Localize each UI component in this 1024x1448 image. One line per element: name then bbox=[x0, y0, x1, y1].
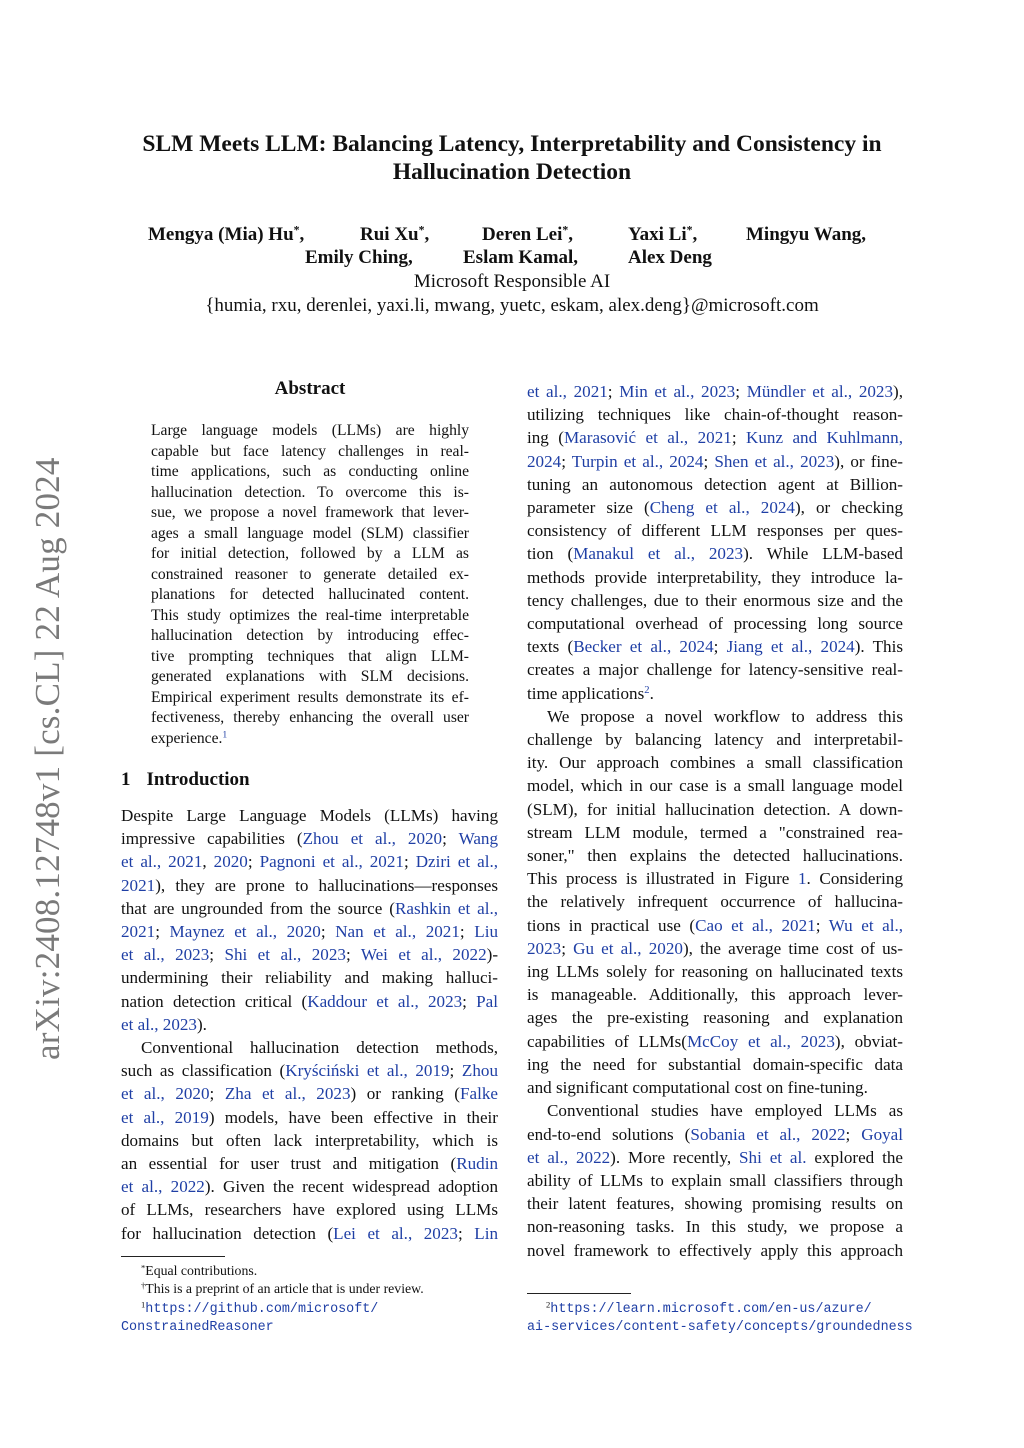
citation-link[interactable]: et al., 2021 bbox=[121, 852, 203, 872]
citation-link[interactable]: et al., 2022 bbox=[527, 1147, 611, 1167]
title-line-1: SLM Meets LLM: Balancing Latency, Interpretability and Consistency in bbox=[142, 131, 882, 157]
text-line: such as classification (Kryściński et al., 2019; Zhou bbox=[121, 1061, 498, 1081]
citation-link[interactable]: Lin bbox=[474, 1223, 498, 1243]
citation-link[interactable]: Manakul et al., 2023 bbox=[573, 544, 744, 564]
citation-link[interactable]: Turpin et al., 2024 bbox=[571, 451, 704, 471]
abstract-line: ages a small language model (SLM) classifier bbox=[151, 524, 469, 542]
text-line: challenge by balancing latency and interpretabil- bbox=[527, 730, 903, 750]
text-line: ity. Our approach combines a small classification bbox=[527, 753, 903, 773]
citation-link[interactable]: 2023 bbox=[527, 938, 562, 958]
footnote-ref[interactable]: 1 bbox=[222, 729, 228, 741]
author-name: Emily Ching, bbox=[305, 247, 413, 268]
abstract-line: This study optimizes the real-time interpretable bbox=[151, 606, 469, 624]
text-line: time applications$^2$. bbox=[527, 683, 654, 703]
author-name: Yaxi Li*, bbox=[628, 223, 698, 245]
text-line: undermining their reliability and making halluci- bbox=[121, 968, 498, 988]
abstract-line: Empirical experiment results demonstrate its ef- bbox=[151, 688, 469, 706]
text-line: ability of LLMs to explain small classifiers through bbox=[527, 1170, 903, 1190]
citation-link[interactable]: Kunz and Kuhlmann, bbox=[746, 428, 903, 448]
citation-link[interactable]: Liu bbox=[474, 922, 498, 942]
citation-link[interactable]: et al., 2023 bbox=[121, 1014, 197, 1034]
text-line: ages the pre-existing reasoning and explanation bbox=[527, 1008, 903, 1028]
author-name: Mingyu Wang, bbox=[746, 224, 867, 245]
citation-link[interactable]: 1 bbox=[798, 869, 807, 889]
footnote-azure-url-cont[interactable]: ai-services/content-safety/concepts/groundedness bbox=[527, 1320, 913, 1335]
text-line: that are ungrounded from the source (Rashkin et al., bbox=[121, 898, 498, 918]
text-line: novel framework to effectively apply this approach bbox=[527, 1240, 903, 1260]
text-line: for hallucination detection (Lei et al., 2023; Lin bbox=[121, 1223, 498, 1243]
citation-link[interactable]: Kaddour et al., 2023 bbox=[307, 991, 463, 1011]
text-line: 2021), they are prone to hallucinations—responses bbox=[121, 875, 498, 895]
text-line: end-to-end solutions (Sobania et al., 2022; Goyal bbox=[527, 1124, 903, 1144]
text-line: tuning an autonomous detection agent at Billion- bbox=[527, 474, 903, 494]
abstract-line: capable but face latency challenges in real- bbox=[151, 442, 469, 460]
citation-link[interactable]: Cao et al., 2021 bbox=[695, 915, 816, 935]
text-line: nation detection critical (Kaddour et al., 2023; Pal bbox=[121, 991, 499, 1011]
citation-link[interactable]: Pal bbox=[476, 991, 499, 1011]
footnote-rule bbox=[121, 1256, 225, 1257]
footnote-github-url[interactable]: $^1$https://github.com/microsoft/ bbox=[141, 1299, 379, 1317]
citation-link[interactable]: Pagnoni et al., 2021 bbox=[259, 852, 404, 872]
text-line: is manageable. Additionally, this approach lever- bbox=[527, 985, 903, 1005]
text-line: Despite Large Language Models (LLMs) having bbox=[121, 806, 498, 825]
text-line: Conventional studies have employed LLMs as bbox=[547, 1101, 903, 1121]
citation-link[interactable]: Becker et al., 2024 bbox=[573, 637, 714, 657]
abstract-line: Large language models (LLMs) are highly bbox=[151, 422, 469, 439]
title-line-2: Hallucination Detection bbox=[392, 159, 632, 185]
citation-link[interactable]: Gu et al., 2020 bbox=[573, 938, 683, 958]
citation-link[interactable]: 2021 bbox=[121, 875, 156, 895]
text-line: capabilities of LLMs(McCoy et al., 2023), obviat- bbox=[527, 1031, 903, 1051]
citation-link[interactable]: Kryściński et al., 2019 bbox=[285, 1061, 450, 1081]
abstract-line: sue, we propose a novel framework that lever- bbox=[151, 504, 469, 521]
footnote-preprint: †This is a preprint of an article that is under review. bbox=[141, 1280, 424, 1296]
abstract-line: fectiveness, thereby enhancing the overall user bbox=[151, 709, 469, 726]
text-line: (SLM), for initial hallucination detection. A down- bbox=[527, 799, 903, 819]
text-line: of LLMs, researchers have explored using LLMs bbox=[121, 1200, 498, 1220]
abstract-body bbox=[151, 421, 469, 749]
abstract-line: hallucination detection by introducing effec- bbox=[151, 627, 469, 644]
citation-link[interactable]: Wu et al., bbox=[828, 915, 904, 935]
section-heading-introduction: 1 Introduction bbox=[121, 769, 250, 790]
text-line: consistency of different LLM responses per ques- bbox=[527, 521, 903, 541]
text-line: domains but often lack interpretability, which is bbox=[121, 1130, 498, 1150]
text-line: 2021; Maynez et al., 2020; Nan et al., 2021; Liu bbox=[121, 922, 498, 942]
citation-link[interactable]: Wei et al., 2022 bbox=[360, 945, 487, 965]
author-name: Rui Xu*, bbox=[360, 223, 430, 245]
abstract-line: tive prompting techniques that align LLM- bbox=[151, 647, 469, 665]
citation-link[interactable]: Shi et al. bbox=[739, 1147, 807, 1167]
footnote-ref[interactable]: 2 bbox=[644, 684, 650, 696]
citation-link[interactable]: Cheng et al., 2024 bbox=[649, 498, 795, 518]
abstract-line: for initial detection, followed by a LLM as bbox=[151, 545, 469, 562]
citation-link[interactable]: et al., 2020 bbox=[121, 1084, 210, 1104]
citation-link[interactable]: et al., 2023 bbox=[121, 945, 210, 965]
text-line: methods provide interpretability, they introduce la- bbox=[527, 567, 903, 587]
citation-link[interactable]: Rudin bbox=[456, 1154, 498, 1174]
abstract-line: generated explanations with SLM decisions. bbox=[151, 668, 469, 685]
text-line: et al., 2020; Zha et al., 2023) or ranking (Falke bbox=[121, 1084, 498, 1104]
abstract-heading: Abstract bbox=[274, 378, 346, 399]
text-line: impressive capabilities (Zhou et al., 2020; Wang bbox=[121, 829, 499, 849]
text-line: et al., 2021; Min et al., 2023; Mündler et al., 2023), bbox=[527, 382, 903, 401]
text-line: model, which in our case is a small language model bbox=[527, 776, 903, 796]
footnote-rule bbox=[527, 1293, 631, 1294]
citation-link[interactable]: Dziri et al., bbox=[415, 852, 498, 872]
citation-link[interactable]: et al., 2022 bbox=[121, 1177, 205, 1197]
right-column-text bbox=[527, 380, 903, 1262]
citation-link[interactable]: Falke bbox=[460, 1084, 498, 1104]
text-line: soner," then explains the detected hallucinations. bbox=[527, 846, 903, 866]
abstract-line: planations for detected hallucinated content. bbox=[151, 586, 469, 603]
author-name: Eslam Kamal, bbox=[463, 247, 579, 268]
footnote-azure-url[interactable]: $^2$https://learn.microsoft.com/en-us/azure/ bbox=[546, 1299, 872, 1317]
citation-link[interactable]: et al., 2021 bbox=[527, 382, 608, 401]
citation-link[interactable]: Wang bbox=[458, 829, 499, 849]
text-line: their latent features, showing promising results on bbox=[527, 1194, 903, 1214]
text-line: This process is illustrated in Figure 1. Considering bbox=[527, 869, 903, 889]
affiliation: Microsoft Responsible AI bbox=[413, 271, 611, 292]
text-line: et al., 2022). More recently, Shi et al. explored the bbox=[527, 1147, 903, 1167]
paper-title bbox=[80, 130, 944, 186]
citation-link[interactable]: Shen et al., 2023 bbox=[714, 451, 835, 471]
text-line: et al., 2023). bbox=[121, 1014, 207, 1034]
author-name: Alex Deng bbox=[628, 247, 712, 268]
citation-link[interactable]: Lei et al., 2023 bbox=[333, 1223, 458, 1243]
citation-link[interactable]: 2021 bbox=[121, 922, 156, 942]
text-line: parameter size (Cheng et al., 2024), or checking bbox=[527, 498, 904, 518]
text-line: Conventional hallucination detection methods, bbox=[141, 1038, 498, 1058]
citation-link[interactable]: Nan et al., 2021 bbox=[335, 922, 460, 942]
citation-link[interactable]: et al., 2019 bbox=[121, 1107, 209, 1127]
text-line: 2024; Turpin et al., 2024; Shen et al., 2023), or fine- bbox=[527, 451, 903, 471]
citation-link[interactable]: Shi et al., 2023 bbox=[224, 945, 346, 965]
text-line: ing (Marasović et al., 2021; Kunz and Kuhlmann, bbox=[527, 428, 903, 448]
text-line: ing the need for substantial domain-specific data bbox=[527, 1054, 903, 1074]
citation-link[interactable]: Jiang et al., 2024 bbox=[726, 637, 855, 657]
text-line: non-reasoning tasks. In this study, we propose a bbox=[527, 1217, 903, 1237]
text-line: texts (Becker et al., 2024; Jiang et al., 2024). This bbox=[527, 637, 903, 657]
text-line: tency challenges, due to their enormous size and the bbox=[527, 590, 903, 610]
author-emails: {humia, rxu, derenlei, yaxi.li, mwang, yuetc, eskam, alex.deng}@microsoft.com bbox=[205, 295, 819, 316]
citation-link[interactable]: Marasović et al., 2021 bbox=[563, 428, 732, 448]
arxiv-identifier: arXiv:2408.12748v1 [cs.CL] 22 Aug 2024 bbox=[28, 457, 67, 1060]
author-name: Mengya (Mia) Hu*, bbox=[148, 223, 305, 245]
citation-link[interactable]: Rashkin et al., bbox=[394, 898, 498, 918]
text-line: 2023; Gu et al., 2020), the average time cost of us- bbox=[527, 938, 903, 958]
text-line: ing LLMs solely for reasoning on hallucinated texts bbox=[527, 962, 903, 982]
text-line: stream LLM module, termed a "constrained rea- bbox=[527, 822, 903, 842]
abstract-line: time applications, such as conducting online bbox=[151, 463, 469, 480]
citation-link[interactable]: 2024 bbox=[527, 451, 562, 471]
text-line: computational overhead of processing long source bbox=[527, 614, 903, 634]
text-line: creates a major challenge for latency-sensitive real- bbox=[527, 660, 903, 680]
text-line: et al., 2021, 2020; Pagnoni et al., 2021; Dziri et al., bbox=[121, 852, 498, 872]
abstract-line: hallucination detection. To overcome this is- bbox=[151, 483, 469, 501]
citation-link[interactable]: McCoy et al., 2023 bbox=[686, 1031, 835, 1051]
abstract-line: experience.$^1$ bbox=[151, 729, 228, 747]
text-line: and significant computational cost on fine-tuning. bbox=[527, 1078, 868, 1098]
abstract-line: constrained reasoner to generate detailed ex- bbox=[151, 565, 469, 583]
citation-link[interactable]: Goyal bbox=[861, 1124, 903, 1144]
text-line: tions in practical use (Cao et al., 2021; Wu et al., bbox=[527, 915, 904, 935]
author-name: Deren Lei*, bbox=[482, 223, 574, 245]
citation-link[interactable]: Zhou et al., 2020 bbox=[302, 829, 443, 849]
citation-link[interactable]: Maynez et al., 2020 bbox=[169, 922, 321, 942]
text-line: et al., 2022). Given the recent widespread adoption bbox=[121, 1177, 498, 1197]
text-line: tion (Manakul et al., 2023). While LLM-based bbox=[527, 544, 903, 564]
citation-link[interactable]: Zhou bbox=[461, 1061, 498, 1081]
citation-link[interactable]: Zha et al., 2023 bbox=[224, 1084, 351, 1104]
left-column-text bbox=[121, 804, 498, 1245]
citation-link[interactable]: Min et al., 2023 bbox=[619, 382, 736, 401]
text-line: et al., 2023; Shi et al., 2023; Wei et al., 2022)- bbox=[121, 945, 499, 965]
citation-link[interactable]: Sobania et al., 2022 bbox=[690, 1124, 846, 1144]
text-line: et al., 2019) models, have been effective in their bbox=[121, 1107, 498, 1127]
citation-link[interactable]: 2020 bbox=[213, 852, 248, 872]
citation-link[interactable]: Mündler et al., 2023 bbox=[746, 382, 894, 401]
text-line: utilizing techniques like chain-of-thought reason- bbox=[527, 405, 903, 425]
text-line: an essential for user trust and mitigation (Rudin bbox=[121, 1154, 498, 1174]
footnote-equal-contributions: *Equal contributions. bbox=[141, 1262, 258, 1278]
text-line: the relatively infrequent occurrence of hallucina- bbox=[527, 892, 903, 912]
text-line: We propose a novel workflow to address this bbox=[547, 706, 903, 726]
footnote-github-url-cont[interactable]: ConstrainedReasoner bbox=[121, 1320, 274, 1335]
